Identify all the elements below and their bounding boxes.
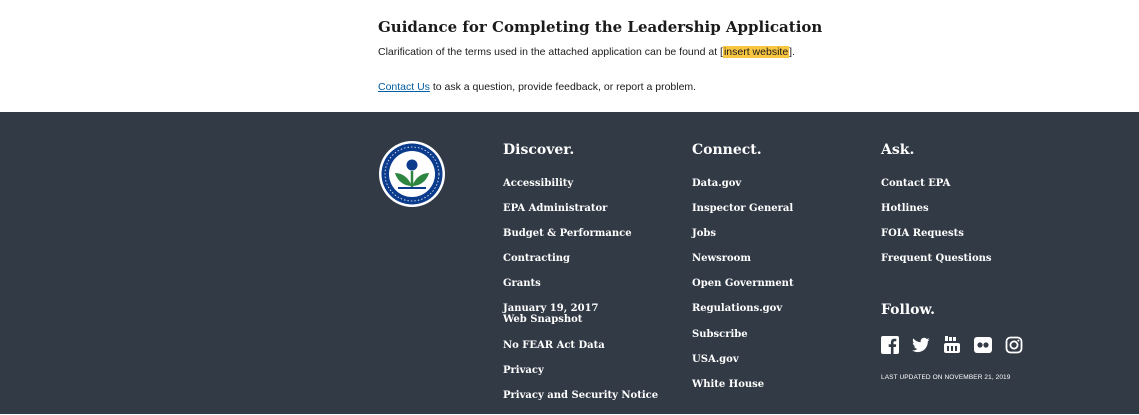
discover-column bbox=[503, 140, 658, 415]
social-links bbox=[881, 336, 1023, 354]
footer-link-epa-administrator[interactable]: EPA Administrator bbox=[503, 203, 608, 214]
footer-link-open-government[interactable]: Open Government bbox=[692, 278, 794, 289]
footer-link-grants[interactable]: Grants bbox=[503, 278, 541, 289]
last-updated-text: LAST UPDATED ON NOVEMBER 21, 2019 bbox=[881, 374, 1011, 381]
follow-heading: Follow. bbox=[881, 302, 936, 318]
footer-link-foia-requests[interactable]: FOIA Requests bbox=[881, 228, 964, 239]
footer-link-contact-epa[interactable]: Contact EPA bbox=[881, 178, 951, 189]
footer-link-budget-performance[interactable]: Budget & Performance bbox=[503, 228, 632, 239]
footer-link-privacy-security-notice[interactable]: Privacy and Security Notice bbox=[503, 390, 659, 401]
connect-column bbox=[692, 140, 794, 404]
footer-link-white-house[interactable]: White House bbox=[692, 379, 765, 390]
footer-link-no-fear-act[interactable]: No FEAR Act Data bbox=[503, 340, 605, 351]
discover-heading: Discover. bbox=[503, 142, 575, 158]
footer-link-jobs[interactable]: Jobs bbox=[692, 228, 717, 239]
footer-link-subscribe[interactable]: Subscribe bbox=[692, 329, 748, 340]
ask-heading: Ask. bbox=[881, 142, 915, 158]
footer-link-privacy[interactable]: Privacy bbox=[503, 365, 544, 376]
footer-link-web-snapshot[interactable]: January 19, 2017 Web Snapshot bbox=[503, 303, 599, 325]
footer-link-inspector-general[interactable]: Inspector General bbox=[692, 203, 794, 214]
contact-line bbox=[378, 81, 696, 93]
footer-link-accessibility[interactable]: Accessibility bbox=[503, 178, 574, 189]
footer-link-regulations-gov[interactable]: Regulations.gov bbox=[692, 303, 783, 314]
insert-website-highlight: insert website bbox=[723, 46, 789, 58]
contact-us-link[interactable]: Contact Us bbox=[378, 81, 430, 93]
footer-link-newsroom[interactable]: Newsroom bbox=[692, 253, 751, 264]
twitter-icon[interactable] bbox=[912, 336, 930, 354]
guidance-text-after: ]. bbox=[789, 46, 796, 58]
youtube-icon[interactable] bbox=[943, 336, 961, 354]
guidance-text-before: Clarification of the terms used in the attached application can be found at [ bbox=[378, 46, 723, 58]
footer-link-hotlines[interactable]: Hotlines bbox=[881, 203, 929, 214]
ask-column bbox=[881, 140, 992, 278]
contact-line-text: to ask a question, provide feedback, or report a problem. bbox=[429, 81, 697, 93]
flickr-icon[interactable] bbox=[974, 336, 992, 354]
guidance-section bbox=[0, 0, 1139, 112]
epa-seal-logo[interactable] bbox=[378, 140, 446, 208]
footer-link-usa-gov[interactable]: USA.gov bbox=[692, 354, 739, 365]
guidance-title: Guidance for Completing the Leadership Application bbox=[378, 18, 823, 36]
site-footer bbox=[0, 112, 1139, 414]
footer-link-frequent-questions[interactable]: Frequent Questions bbox=[881, 253, 992, 264]
instagram-icon[interactable] bbox=[1005, 336, 1023, 354]
facebook-icon[interactable] bbox=[881, 336, 899, 354]
connect-heading: Connect. bbox=[692, 142, 762, 158]
footer-link-data-gov[interactable]: Data.gov bbox=[692, 178, 742, 189]
guidance-description bbox=[378, 46, 795, 58]
footer-link-contracting[interactable]: Contracting bbox=[503, 253, 571, 264]
